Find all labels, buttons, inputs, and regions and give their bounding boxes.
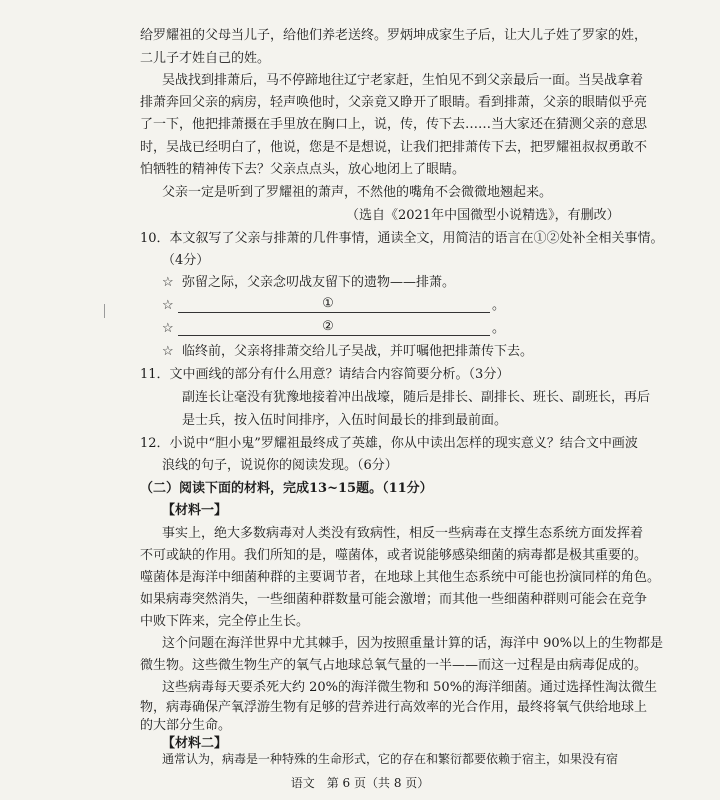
- q10-prompt: 10．本文叙写了父亲与排萧的几件事情，通读全文，用简洁的语言在①②处补全相关事情。: [140, 231, 664, 246]
- q12-prompt-line1: 12．小说中“胆小鬼”罗耀祖最终成了英雄，你从中读出怎样的现实意义？结合文中画波: [140, 436, 638, 451]
- story-p3: 父亲一定是听到了罗耀祖的萧声，不然他的嘴角不会微微地翘起来。: [162, 185, 553, 200]
- blank-2-period: 。: [492, 321, 506, 336]
- q10-item4: 临终前，父亲将排萧交给儿子吴战，并叮嘱他把排萧传下去。: [182, 344, 534, 359]
- q11-quote-line2: 是士兵，按入伍时间排序，入伍时间最长的排到最前面。: [182, 413, 508, 428]
- q11-prompt: 11．文中画线的部分有什么用意？请结合内容简要分析。（3分）: [140, 367, 510, 382]
- star-icon: ☆: [162, 321, 174, 336]
- m1-p2-line2: 微生物。这些微生物生产的氧气占地球总氧气量的一半——而这一过程是由病毒促成的。: [140, 658, 648, 673]
- q11-quote-line1: 副连长让毫没有犹豫地接着冲出战壕，随后是排长、副排长、班长、副班长，再后: [182, 390, 651, 405]
- story-p2-line5: 怕牺牲的精神传下去？父亲点点头，放心地闭上了眼睛。: [140, 162, 466, 177]
- story-p2-line3: 了一下，他把排萧摄在手里放在胸口上，说，传，传下去……当大家还在猜测父亲的意思: [140, 117, 648, 132]
- material2-label: 【材料二】: [162, 736, 228, 751]
- star-icon: ☆: [162, 298, 174, 313]
- story-p1-line2: 二儿子才姓自己的姓。: [140, 51, 271, 66]
- story-p2-line4: 时，吴战已经明白了，他说，您是不是想说，让我们把排萧传下去，把罗耀祖叔叔勇敢不: [140, 140, 648, 155]
- m1-p1-line1: 事实上，绝大多数病毒对人类没有致病性，相反一些病毒在支撑生态系统方面发挥着: [162, 526, 644, 541]
- m1-p2-line1: 这个问题在海洋世界中尤其棘手，因为按照重量计算的话，海洋中 90%以上的生物都是: [162, 636, 664, 651]
- m1-p3-line1: 这些病毒每天要杀死大约 20%的海洋微生物和 50%的海洋细菌。通过选择性淘汰微生: [162, 680, 658, 695]
- m1-p3-line2: 物，病毒确保产氧浮游生物有足够的营养进行高效率的光合作用，最终将氧气供给地球上: [140, 700, 648, 715]
- m2-p1-line1: 通常认为，病毒是一种特殊的生命形式，它的存在和繁衍都要依赖于宿主，如果没有宿: [162, 752, 619, 766]
- q12-prompt-line2: 浪线的句子，说说你的阅读发现。（6分）: [162, 458, 398, 473]
- section2-heading: （二）阅读下面的材料，完成13~15题。（11分）: [140, 481, 433, 496]
- page-footer: 语文 第 6 页（共 8 页）: [290, 776, 430, 790]
- scan-mark: [104, 304, 105, 318]
- m1-p1-line5: 中败下阵来，完全停止生长。: [140, 614, 310, 629]
- blank-1-number: ①: [322, 296, 334, 311]
- m1-p1-line4: 如果病毒突然消失，一些细菌种群数量可能会激增；而其他一些细菌种群则可能会在竞争: [140, 592, 648, 607]
- blank-2-number: ②: [322, 319, 334, 334]
- answer-blank-2[interactable]: [178, 335, 490, 336]
- story-source: （选自《2021年中国微型小说精选》，有删改）: [346, 208, 620, 223]
- q10-score: （4分）: [162, 253, 210, 268]
- story-p2-line1: 吴战找到排萧后，马不停蹄地往辽宁老家赶，生怕见不到父亲最后一面。当吴战拿着: [162, 73, 644, 88]
- story-p1-line1: 给罗耀祖的父母当儿子，给他们养老送终。罗炳坤成家生子后，让大儿子姓了罗家的姓，: [140, 28, 648, 43]
- m1-p3-line3: 的大部分生命。: [140, 718, 232, 733]
- q10-item1: 弥留之际，父亲念叨战友留下的遗物——排萧。: [182, 275, 456, 290]
- star-icon: ☆: [162, 275, 174, 290]
- m1-p1-line3: 噬菌体是海洋中细菌种群的主要调节者，在地球上其他生态系统中可能也扮演同样的角色。: [140, 570, 661, 585]
- m1-p1-line2: 不可或缺的作用。我们所知的是，噬菌体，或者说能够感染细菌的病毒都是极其重要的。: [140, 548, 648, 563]
- material1-label: 【材料一】: [162, 503, 228, 518]
- star-icon: ☆: [162, 344, 174, 359]
- story-p2-line2: 排萧奔回父亲的病房，轻声唤他时，父亲竟又睁开了眼睛。看到排萧，父亲的眼睛似乎亮: [140, 95, 648, 110]
- blank-1-period: 。: [492, 298, 506, 313]
- answer-blank-1[interactable]: [178, 312, 490, 313]
